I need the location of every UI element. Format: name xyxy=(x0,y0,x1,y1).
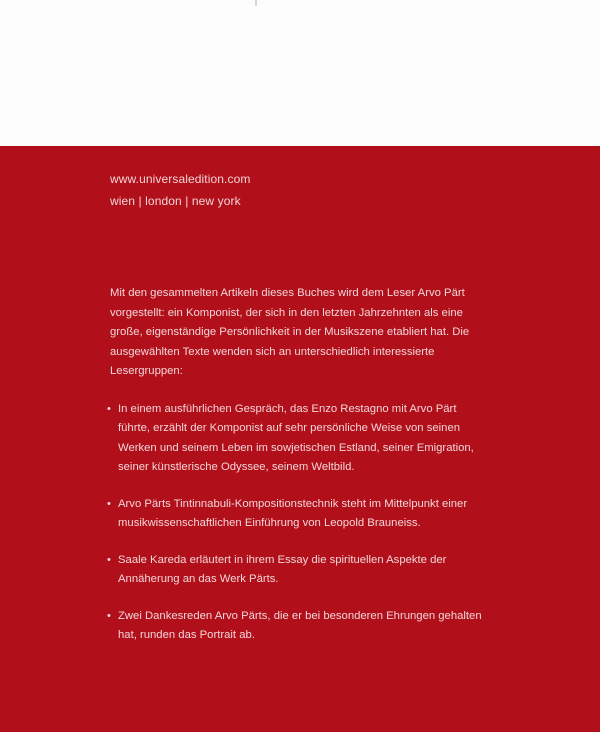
blurb-point-essay: • Saale Kareda erläutert in ihrem Essay die spirituellen Aspekte der Annäherung an das Werk Pärts. xyxy=(110,551,490,590)
blurb-point-speeches: • Zwei Dankesreden Arvo Pärts, die er bei besonderen Ehrungen gehalten hat, runden das Portrait ab. xyxy=(110,607,490,646)
publisher-cities: wien | london | new york xyxy=(110,194,241,208)
blurb-intro: Mit den gesammelten Artikeln dieses Buches wird dem Leser Arvo Pärt vorgestellt: ein Komponist, der sich in den letzten Jahrzehnten als eine große, eigenständige Persönlichkeit in der Musikszene etabliert hat. Die ausgewählten Texte wenden sich an unterschiedlich interessierte Lesergruppen: xyxy=(110,287,470,377)
back-cover-panel xyxy=(0,146,600,732)
publisher-block xyxy=(110,168,250,212)
print-mark xyxy=(255,0,257,6)
blurb-point-tintinnabuli: • Arvo Pärts Tintinnabuli-Kompositionstechnik steht im Mittelpunkt einer musikwissenschaftlichen Einführung von Leopold Brauneiss. xyxy=(110,495,490,534)
book-blurb xyxy=(110,284,490,663)
blurb-points xyxy=(110,400,490,646)
blurb-point-interview: • In einem ausführlichen Gespräch, das Enzo Restagno mit Arvo Pärt führte, erzählt der Komponist auf sehr persönliche Weise von seinen Werken und seinem Leben im sowjetischen Estland, seiner Emigration, seiner künstlerische Odyssee, seinem Weltbild. xyxy=(110,400,490,478)
publisher-website: www.universaledition.com xyxy=(110,172,251,186)
top-white-band xyxy=(0,0,600,146)
